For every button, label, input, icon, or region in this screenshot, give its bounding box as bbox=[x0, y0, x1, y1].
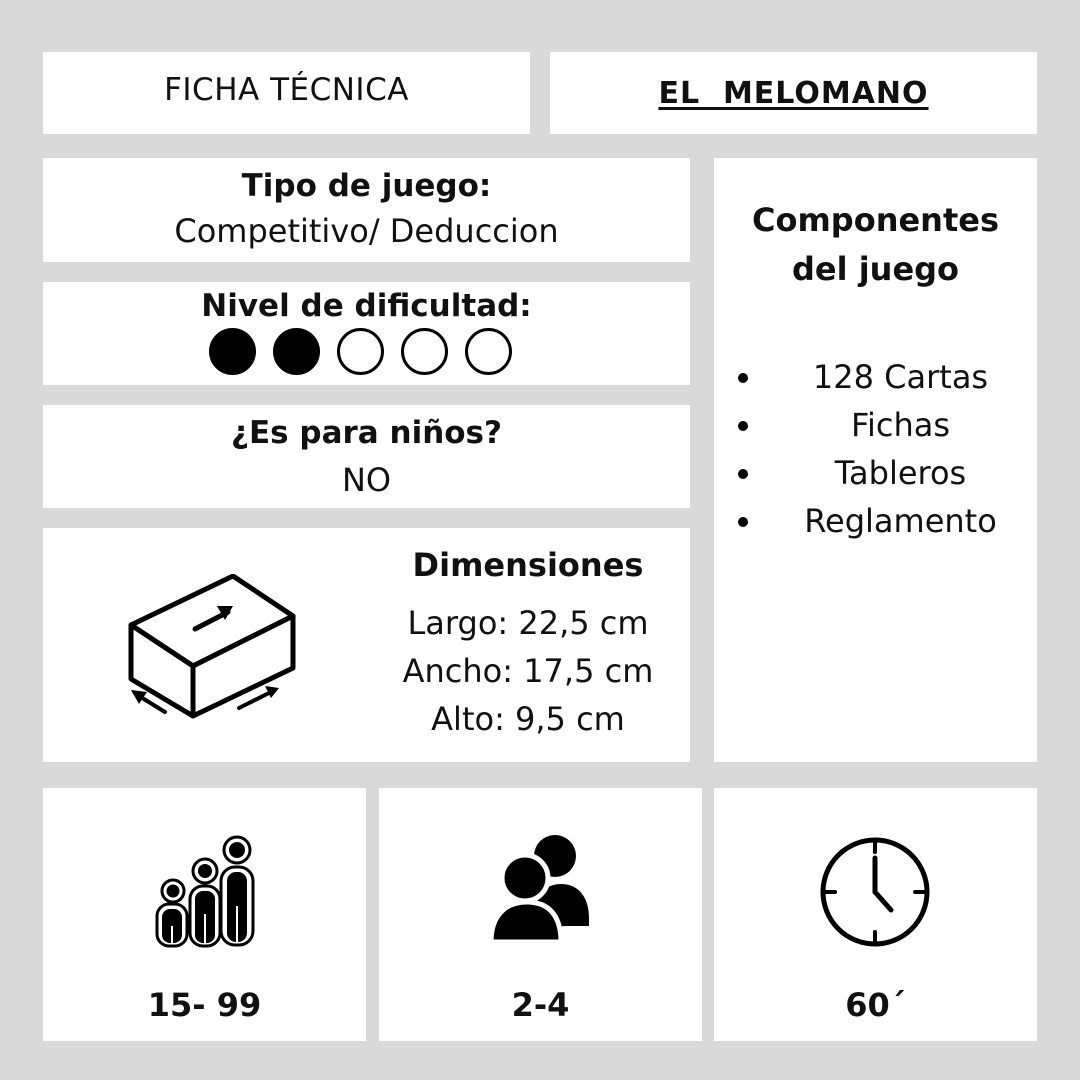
dimension-width: Ancho: 17,5 cm bbox=[402, 652, 654, 690]
kids-value: NO bbox=[341, 461, 392, 499]
bullet-icon bbox=[738, 469, 748, 479]
component-label: Fichas bbox=[850, 406, 951, 444]
list-item bbox=[714, 450, 1037, 498]
components-list bbox=[714, 354, 1037, 546]
box-dimensions-icon bbox=[125, 574, 301, 724]
game-name: EL MELOMANO bbox=[658, 76, 929, 111]
players-panel bbox=[379, 788, 702, 1041]
game-type-title: Tipo de juego: bbox=[241, 168, 492, 204]
play-time-label: 60´ bbox=[845, 986, 906, 1024]
dimensions-title: Dimensiones bbox=[412, 546, 644, 584]
difficulty-title: Nivel de dificultad: bbox=[201, 288, 532, 324]
difficulty-dot bbox=[273, 328, 320, 375]
players-icon bbox=[489, 834, 593, 948]
difficulty-dot bbox=[209, 328, 256, 375]
components-title bbox=[714, 196, 1037, 294]
bullet-icon bbox=[738, 373, 748, 383]
dimension-length: Largo: 22,5 cm bbox=[407, 604, 649, 642]
difficulty-dot bbox=[401, 328, 448, 375]
components-panel bbox=[714, 158, 1037, 762]
dimensions-panel bbox=[43, 528, 690, 762]
component-label: Tableros bbox=[834, 454, 967, 492]
header-left-panel bbox=[43, 52, 530, 134]
clock-icon bbox=[819, 836, 931, 948]
list-item bbox=[714, 498, 1037, 546]
time-panel bbox=[714, 788, 1037, 1041]
header-right-panel bbox=[550, 52, 1037, 134]
age-group-icon bbox=[147, 834, 267, 950]
list-item bbox=[714, 354, 1037, 402]
dimension-height: Alto: 9,5 cm bbox=[431, 700, 625, 738]
bullet-icon bbox=[738, 421, 748, 431]
list-item bbox=[714, 402, 1037, 450]
players-range-label: 2-4 bbox=[511, 986, 570, 1024]
kids-panel bbox=[43, 405, 690, 508]
components-title-line2: del juego bbox=[791, 250, 960, 288]
components-title-line1: Componentes bbox=[751, 201, 999, 239]
age-panel bbox=[43, 788, 366, 1041]
sheet-title: FICHA TÉCNICA bbox=[164, 72, 409, 108]
difficulty-dot bbox=[337, 328, 384, 375]
game-type-value: Competitivo/ Deduccion bbox=[174, 212, 559, 250]
difficulty-rating bbox=[209, 328, 512, 375]
component-label: 128 Cartas bbox=[812, 358, 989, 396]
bullet-icon bbox=[738, 517, 748, 527]
game-type-panel bbox=[43, 158, 690, 262]
difficulty-panel bbox=[43, 282, 690, 385]
age-range-label: 15- 99 bbox=[147, 986, 262, 1024]
difficulty-dot bbox=[465, 328, 512, 375]
kids-title: ¿Es para niños? bbox=[230, 415, 502, 451]
component-label: Reglamento bbox=[804, 502, 997, 540]
